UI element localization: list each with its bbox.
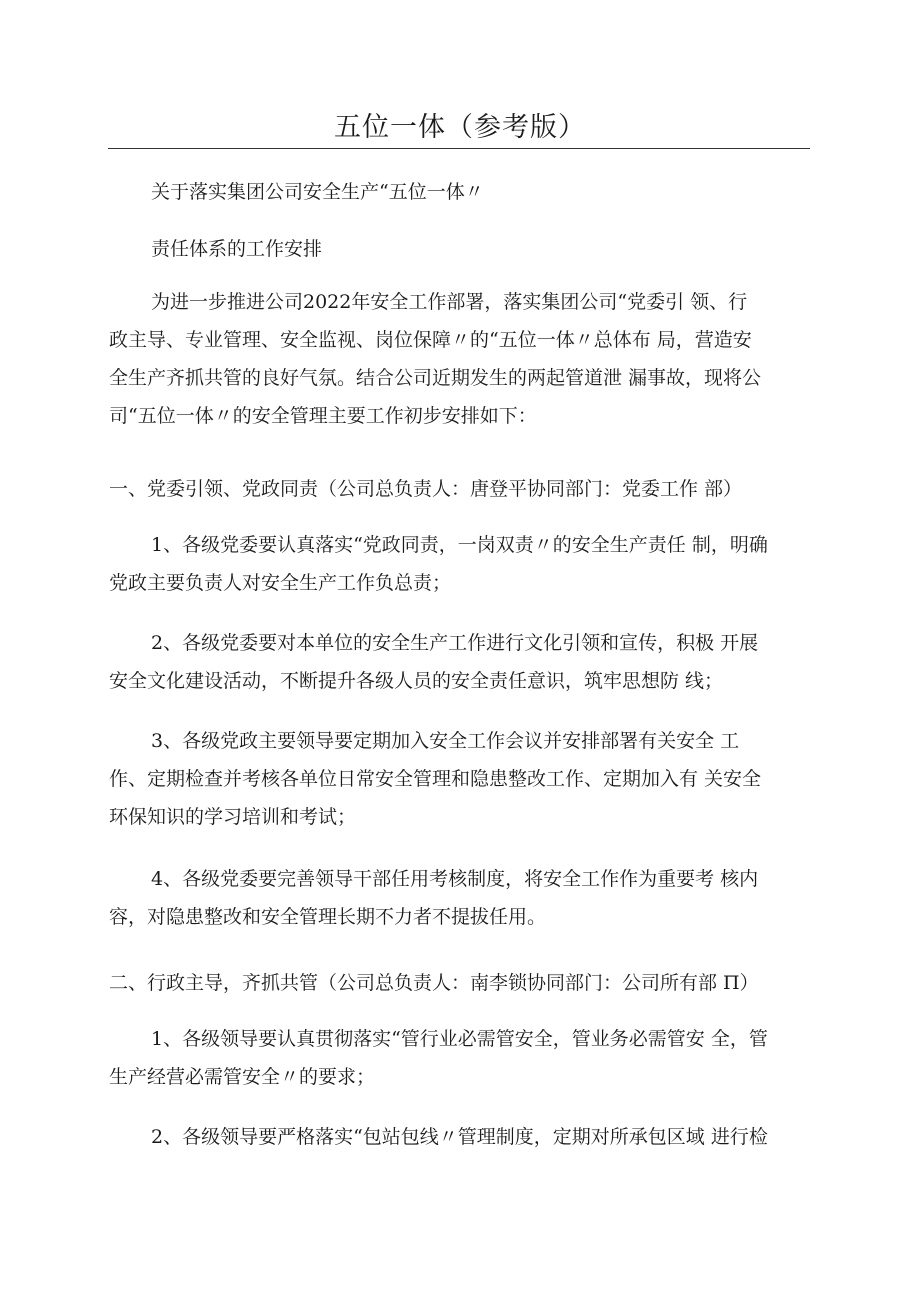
section-1-item-1	[109, 526, 809, 602]
intro-line: 司“五位一体〃的安全管理主要工作初步安排如下：	[109, 405, 537, 427]
section-1-item-4	[109, 860, 809, 936]
item-line: 环保知识的学习培训和考试；	[109, 806, 357, 828]
document-title: 五位一体（参考版）	[334, 112, 586, 143]
item-line: 党政主要负责人对安全生产工作负总责；	[109, 572, 452, 594]
title-underline	[108, 148, 810, 149]
intro-line: 全生产齐抓共管的良好气氛。结合公司近期发生的两起管道泄 漏事故，现将公	[109, 367, 762, 389]
section-1-heading: 一、党委引领、党政同责（公司总负责人：唐登平协同部门：党委工作 部）	[109, 478, 743, 500]
section-1-item-3	[109, 722, 809, 836]
section-2-item-2	[109, 1118, 809, 1156]
item-line: 3、各级党政主要领导要定期加入安全工作会议并安排部署有关安全 工	[151, 730, 740, 752]
section-2-item-1	[109, 1020, 809, 1096]
intro-paragraph	[109, 283, 809, 435]
item-line: 安全文化建设活动，不断提升各级人员的安全责任意识，筑牢思想防 线；	[109, 670, 724, 692]
item-line: 4、各级党委要完善领导干部任用考核制度，将安全工作作为重要考 核内	[151, 868, 759, 890]
intro-line: 政主导、专业管理、安全监视、岗位保障〃的“五位一体〃总体布 局，营造安	[109, 329, 752, 351]
item-line: 2、各级党委要对本单位的安全生产工作进行文化引领和宣传，积极 开展	[151, 632, 759, 654]
item-line: 2、各级领导要严格落实“包站包线〃管理制度，定期对所承包区域 进行检	[151, 1126, 768, 1148]
item-line: 容，对隐患整改和安全管理长期不力者不提拔任用。	[109, 906, 547, 928]
item-line: 1、各级党委要认真落实“党政同责，一岗双责〃的安全生产责任 制，明确	[151, 534, 768, 556]
item-line: 作、定期检查并考核各单位日常安全管理和隐患整改工作、定期加入有 关安全	[109, 768, 762, 790]
intro-line: 为进一步推进公司2022年安全工作部署，落实集团公司“党委引 领、行	[151, 291, 748, 313]
subtitle-line-1: 关于落实集团公司安全生产“五位一体〃	[151, 181, 484, 203]
section-2-heading: 二、行政主导，齐抓共管（公司总负责人：南李锁协同部门：公司所有部 Π）	[109, 972, 759, 994]
item-line: 1、各级领导要认真贯彻落实“管行业必需管安全，管业务必需管安 全，管	[151, 1028, 768, 1050]
subtitle-line-2: 责任体系的工作安排	[151, 238, 323, 260]
section-1-item-2	[109, 624, 809, 700]
item-line: 生产经营必需管安全〃的要求；	[109, 1066, 376, 1088]
